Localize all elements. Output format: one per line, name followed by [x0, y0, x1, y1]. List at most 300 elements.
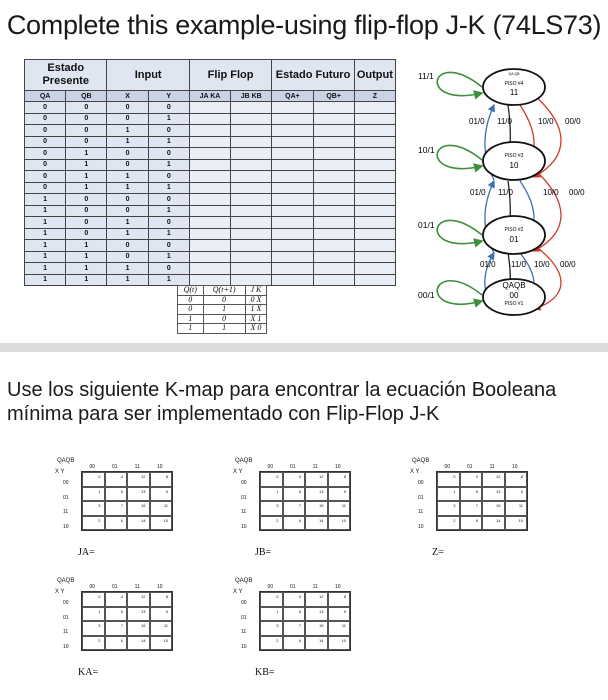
trans-label-1a: 01/0	[469, 117, 485, 126]
kmap-cell[interactable]: 2	[260, 636, 283, 651]
kmap-col-labels	[81, 584, 171, 590]
kmap-cell[interactable]: 6	[283, 516, 306, 531]
jk-row	[178, 305, 267, 315]
table-cell: 1	[25, 251, 66, 263]
kmap-cell[interactable]: 7	[460, 501, 483, 516]
table-row	[25, 263, 396, 275]
empty-answer-cell[interactable]	[313, 113, 354, 125]
header-estado-presente: Estado Presente	[25, 60, 107, 91]
empty-answer-cell[interactable]	[189, 240, 230, 252]
empty-answer-cell[interactable]	[313, 125, 354, 137]
kmap-cell[interactable]: 13	[127, 487, 150, 502]
kmap-cell[interactable]: 13	[127, 607, 150, 622]
table-row	[25, 205, 396, 217]
empty-answer-cell[interactable]	[272, 159, 313, 171]
kmap-cell[interactable]: 1	[437, 487, 460, 502]
kmap-grid	[81, 591, 173, 651]
kmap-row-labels	[241, 596, 247, 654]
trans-label-2c: 10/0	[543, 188, 559, 197]
kmap-row-labels	[418, 476, 424, 534]
kmap-cell[interactable]: 0	[437, 472, 460, 487]
kmap-cell[interactable]: 12	[482, 472, 505, 487]
kmap-cell[interactable]: 1	[82, 607, 105, 622]
table-cell: 0	[107, 240, 148, 252]
kmap-cell[interactable]: 5	[105, 607, 128, 622]
kmap-cell[interactable]: 7	[105, 621, 128, 636]
kmap-cell[interactable]: 14	[127, 636, 150, 651]
table-cell: 0	[148, 171, 189, 183]
table-cell: 1	[25, 217, 66, 229]
table-cell: 1	[107, 125, 148, 137]
jk-cell: 0 X	[245, 295, 266, 305]
table-cell: 0	[107, 205, 148, 217]
kmap-xy-label: X Y	[233, 589, 243, 595]
loop-label-00: 00/1	[418, 290, 435, 300]
empty-answer-cell[interactable]	[272, 182, 313, 194]
table-cell: 0	[25, 136, 66, 148]
empty-answer-cell[interactable]	[231, 171, 272, 183]
jk-cell: 1	[178, 314, 204, 324]
state-11	[483, 69, 545, 105]
svg-text:11: 11	[509, 88, 519, 97]
kmap-col-label: 10	[511, 464, 518, 470]
kmap-qaqb-label: QAQB	[57, 458, 75, 464]
kmap-2	[410, 458, 530, 542]
empty-answer-cell[interactable]	[189, 205, 230, 217]
column-header: Z	[354, 91, 395, 102]
table-cell: 0	[107, 251, 148, 263]
table-row	[25, 113, 396, 125]
empty-answer-cell[interactable]	[313, 217, 354, 229]
kmap-cell[interactable]: 7	[283, 501, 306, 516]
empty-answer-cell[interactable]	[313, 171, 354, 183]
table-cell: 0	[25, 159, 66, 171]
kmap-row-label: 11	[418, 509, 424, 515]
kmap-cell[interactable]: 2	[82, 516, 105, 531]
table-row	[25, 102, 396, 114]
loop-label-10: 10/1	[418, 145, 435, 155]
kmap-cell[interactable]: 8	[328, 472, 351, 487]
kmap-cell[interactable]: 15	[482, 501, 505, 516]
empty-answer-cell[interactable]	[354, 182, 395, 194]
empty-answer-cell[interactable]	[354, 194, 395, 206]
empty-answer-cell[interactable]	[354, 251, 395, 263]
empty-answer-cell[interactable]	[354, 171, 395, 183]
empty-answer-cell[interactable]	[272, 125, 313, 137]
kmap-cell[interactable]: 0	[82, 592, 105, 607]
empty-answer-cell[interactable]	[313, 228, 354, 240]
kmap-cell[interactable]: 9	[150, 487, 173, 502]
empty-answer-cell[interactable]	[354, 228, 395, 240]
kmap-cell[interactable]: 7	[105, 501, 128, 516]
empty-answer-cell[interactable]	[354, 217, 395, 229]
table-cell: 0	[66, 228, 107, 240]
kmap-col-label: 01	[466, 464, 473, 470]
kmap-cell[interactable]: 4	[283, 592, 306, 607]
kmap-col-label: 11	[489, 464, 495, 470]
table-cell: 1	[107, 217, 148, 229]
kmap-cell[interactable]: 7	[283, 621, 306, 636]
table-cell: 1	[107, 171, 148, 183]
kmap-cell[interactable]: 11	[150, 501, 173, 516]
kmap-cell[interactable]: 3	[82, 621, 105, 636]
kmap-row-label: 00	[241, 600, 247, 606]
empty-answer-cell[interactable]	[189, 194, 230, 206]
kmap-qaqb-label: QAQB	[235, 458, 253, 464]
kmap-row-label: 01	[241, 494, 247, 501]
empty-answer-cell[interactable]	[272, 217, 313, 229]
jk-cell: 0	[203, 295, 245, 305]
table-cell: 0	[66, 194, 107, 206]
empty-answer-cell[interactable]	[313, 136, 354, 148]
jk-header-jk: J K	[245, 286, 266, 296]
empty-answer-cell[interactable]	[189, 217, 230, 229]
kmap-cell[interactable]: 9	[328, 607, 351, 622]
kmap-col-label: 00	[89, 464, 96, 470]
table-cell: 1	[148, 251, 189, 263]
empty-answer-cell[interactable]	[189, 228, 230, 240]
kmap-equation-label: KA=	[78, 667, 99, 678]
trans-label-1c: 10/0	[538, 117, 554, 126]
empty-answer-cell[interactable]	[313, 263, 354, 275]
svg-text:01: 01	[509, 235, 519, 244]
kmap-cell[interactable]: 6	[105, 636, 128, 651]
empty-answer-cell[interactable]	[272, 136, 313, 148]
kmap-cell[interactable]: 14	[305, 516, 328, 531]
kmap-row-labels	[241, 476, 247, 534]
table-row	[25, 240, 396, 252]
empty-answer-cell[interactable]	[189, 102, 230, 114]
trans-label-2a: 01/0	[470, 188, 486, 197]
empty-answer-cell[interactable]	[231, 125, 272, 137]
kmap-grid	[436, 471, 528, 531]
empty-answer-cell[interactable]	[272, 205, 313, 217]
table-cell: 0	[25, 125, 66, 137]
kmap-cell[interactable]: 6	[105, 516, 128, 531]
table-row	[25, 136, 396, 148]
kmap-3	[55, 578, 175, 662]
table-cell: 1	[107, 228, 148, 240]
empty-answer-cell[interactable]	[313, 274, 354, 286]
kmap-cell[interactable]: 8	[505, 472, 528, 487]
table-row	[25, 182, 396, 194]
kmap-cell[interactable]: 2	[437, 516, 460, 531]
kmap-equation-label: Z=	[432, 547, 444, 558]
kmap-cell[interactable]: 13	[482, 487, 505, 502]
kmap-row-label: 10	[241, 643, 247, 650]
table-cell: 1	[148, 136, 189, 148]
table-cell: 0	[66, 205, 107, 217]
kmap-instructions: Use los siguiente K-map para encontrar la ecuación Booleana mínima para ser implementado con Flip-Flop J-K	[7, 379, 557, 425]
kmap-row-label: 11	[63, 629, 69, 635]
table-cell: 1	[148, 205, 189, 217]
empty-answer-cell[interactable]	[313, 159, 354, 171]
kmap-row-label: 00	[63, 600, 69, 606]
table-cell: 1	[66, 171, 107, 183]
table-cell: 1	[148, 159, 189, 171]
kmap-cell[interactable]: 8	[150, 472, 173, 487]
kmap-cell[interactable]: 5	[460, 487, 483, 502]
kmap-cell[interactable]: 14	[482, 516, 505, 531]
table-cell: 0	[148, 217, 189, 229]
empty-answer-cell[interactable]	[189, 182, 230, 194]
empty-answer-cell[interactable]	[231, 263, 272, 275]
empty-answer-cell[interactable]	[313, 205, 354, 217]
empty-answer-cell[interactable]	[313, 182, 354, 194]
self-loop-11	[437, 72, 482, 95]
kmap-cell[interactable]: 1	[260, 487, 283, 502]
kmap-col-label: 00	[267, 584, 274, 590]
table-cell: 0	[148, 125, 189, 137]
empty-answer-cell[interactable]	[313, 148, 354, 160]
kmap-cell[interactable]: 10	[150, 636, 173, 651]
kmap-cell[interactable]: 1	[260, 607, 283, 622]
kmap-cell[interactable]: 11	[328, 621, 351, 636]
kmap-cell[interactable]: 4	[105, 592, 128, 607]
empty-answer-cell[interactable]	[231, 159, 272, 171]
table-cell: 1	[66, 182, 107, 194]
kmap-row-label: 11	[241, 509, 247, 515]
kmap-cell[interactable]: 2	[260, 516, 283, 531]
kmap-xy-label: X Y	[55, 469, 65, 475]
empty-answer-cell[interactable]	[272, 148, 313, 160]
empty-answer-cell[interactable]	[313, 102, 354, 114]
empty-answer-cell[interactable]	[189, 171, 230, 183]
jk-cell: 1 X	[245, 305, 266, 315]
kmap-cell[interactable]: 9	[505, 487, 528, 502]
kmap-col-label: 01	[111, 464, 118, 470]
kmap-cell[interactable]: 10	[328, 516, 351, 531]
table-row	[25, 228, 396, 240]
trans-label-3a: 01/0	[480, 260, 496, 269]
jk-row	[178, 324, 267, 334]
svg-text:PISO #4: PISO #4	[504, 81, 524, 87]
empty-answer-cell[interactable]	[313, 240, 354, 252]
kmap-row-label: 00	[63, 480, 69, 486]
kmap-cell[interactable]: 0	[82, 472, 105, 487]
kmap-cell[interactable]: 3	[260, 501, 283, 516]
state-10	[483, 142, 545, 180]
empty-answer-cell[interactable]	[272, 102, 313, 114]
empty-answer-cell[interactable]	[231, 228, 272, 240]
kmap-cell[interactable]: 12	[127, 592, 150, 607]
self-loop-01	[437, 220, 482, 243]
table-cell: 1	[25, 274, 66, 286]
trans-label-1b: 11/0	[497, 117, 512, 126]
empty-answer-cell[interactable]	[231, 217, 272, 229]
kmap-cell[interactable]: 2	[82, 636, 105, 651]
kmap-cell[interactable]: 0	[260, 592, 283, 607]
empty-answer-cell[interactable]	[189, 136, 230, 148]
kmap-row-label: 01	[63, 614, 69, 621]
empty-answer-cell[interactable]	[354, 125, 395, 137]
kmap-cell[interactable]: 4	[460, 472, 483, 487]
kmap-row-label: 11	[63, 509, 69, 515]
kmap-cell[interactable]: 13	[305, 487, 328, 502]
kmap-cell[interactable]: 11	[505, 501, 528, 516]
loop-label-01: 01/1	[418, 220, 435, 230]
kmap-cell[interactable]: 14	[305, 636, 328, 651]
kmap-cell[interactable]: 6	[283, 636, 306, 651]
empty-answer-cell[interactable]	[354, 263, 395, 275]
empty-answer-cell[interactable]	[354, 148, 395, 160]
table-cell: 0	[25, 148, 66, 160]
table-cell: 0	[107, 113, 148, 125]
kmap-col-label: 11	[312, 464, 318, 470]
empty-answer-cell[interactable]	[231, 136, 272, 148]
kmap-cell[interactable]: 0	[260, 472, 283, 487]
table-cell: 0	[66, 113, 107, 125]
empty-answer-cell[interactable]	[272, 194, 313, 206]
empty-answer-cell[interactable]	[313, 251, 354, 263]
table-cell: 0	[148, 148, 189, 160]
trans-label-2d: 00/0	[569, 188, 585, 197]
empty-answer-cell[interactable]	[354, 136, 395, 148]
kmap-col-label: 10	[334, 584, 341, 590]
kmap-row-label: 01	[63, 494, 69, 501]
header-estado-futuro: Estado Futuro	[272, 60, 354, 91]
column-header: X	[107, 91, 148, 102]
empty-answer-cell[interactable]	[189, 148, 230, 160]
empty-answer-cell[interactable]	[231, 274, 272, 286]
kmap-cell[interactable]: 11	[150, 621, 173, 636]
kmap-cell[interactable]: 8	[150, 592, 173, 607]
empty-answer-cell[interactable]	[231, 194, 272, 206]
kmap-cell[interactable]: 11	[328, 501, 351, 516]
table-cell: 1	[107, 274, 148, 286]
kmap-cell[interactable]: 3	[82, 501, 105, 516]
empty-answer-cell[interactable]	[313, 194, 354, 206]
svg-text:PISO #2: PISO #2	[504, 227, 524, 233]
empty-answer-cell[interactable]	[189, 113, 230, 125]
section-divider	[0, 343, 608, 352]
empty-answer-cell[interactable]	[354, 274, 395, 286]
empty-answer-cell[interactable]	[189, 159, 230, 171]
table-row	[25, 171, 396, 183]
empty-answer-cell[interactable]	[272, 263, 313, 275]
kmap-cell[interactable]: 3	[260, 621, 283, 636]
self-loop-10	[437, 145, 482, 168]
kmap-cell[interactable]: 10	[328, 636, 351, 651]
kmap-cell[interactable]: 13	[305, 607, 328, 622]
kmap-cell[interactable]: 6	[460, 516, 483, 531]
empty-answer-cell[interactable]	[231, 251, 272, 263]
empty-answer-cell[interactable]	[272, 240, 313, 252]
kmap-col-label: 00	[89, 584, 96, 590]
empty-answer-cell[interactable]	[272, 274, 313, 286]
empty-answer-cell[interactable]	[354, 113, 395, 125]
jk-cell: 1	[203, 305, 245, 315]
table-cell: 1	[148, 274, 189, 286]
kmap-cell[interactable]: 9	[150, 607, 173, 622]
kmap-cell[interactable]: 15	[305, 501, 328, 516]
kmap-col-label: 00	[444, 464, 451, 470]
kmap-row-label: 10	[63, 643, 69, 650]
kmap-cell[interactable]: 15	[127, 621, 150, 636]
kmap-cell[interactable]: 12	[305, 472, 328, 487]
trans-label-1d: 00/0	[565, 117, 581, 126]
jk-cell: 0	[178, 305, 204, 315]
kmap-xy-label: X Y	[410, 469, 420, 475]
kmap-cell[interactable]: 5	[105, 487, 128, 502]
empty-answer-cell[interactable]	[272, 113, 313, 125]
jk-row	[178, 295, 267, 305]
svg-text:QA QB: QA QB	[508, 72, 520, 76]
empty-answer-cell[interactable]	[354, 240, 395, 252]
kmap-cell[interactable]: 12	[305, 592, 328, 607]
empty-answer-cell[interactable]	[272, 171, 313, 183]
empty-answer-cell[interactable]	[272, 228, 313, 240]
empty-answer-cell[interactable]	[231, 148, 272, 160]
table-cell: 0	[66, 217, 107, 229]
empty-answer-cell[interactable]	[231, 182, 272, 194]
empty-answer-cell[interactable]	[231, 113, 272, 125]
kmap-cell[interactable]: 8	[328, 592, 351, 607]
jk-cell: 0	[203, 314, 245, 324]
kmap-col-label: 00	[267, 464, 274, 470]
kmap-xy-label: X Y	[233, 469, 243, 475]
kmap-col-labels	[259, 584, 349, 590]
kmap-cell[interactable]: 5	[283, 487, 306, 502]
empty-answer-cell[interactable]	[189, 125, 230, 137]
column-header: JB KB	[231, 91, 272, 102]
empty-answer-cell[interactable]	[354, 159, 395, 171]
kmap-col-label: 11	[134, 584, 140, 590]
table-row	[25, 148, 396, 160]
empty-answer-cell[interactable]	[231, 240, 272, 252]
kmap-cell[interactable]: 5	[283, 607, 306, 622]
table-cell: 0	[66, 125, 107, 137]
kmap-row-labels	[63, 476, 69, 534]
kmap-cell[interactable]: 1	[82, 487, 105, 502]
table-cell: 1	[25, 194, 66, 206]
table-cell: 0	[107, 102, 148, 114]
kmap-col-label: 11	[312, 584, 318, 590]
loop-label-11: 11/1	[418, 71, 434, 81]
jk-cell: X 0	[245, 324, 266, 334]
empty-answer-cell[interactable]	[189, 263, 230, 275]
kmap-col-label: 11	[134, 464, 140, 470]
truth-table	[24, 59, 396, 286]
kmap-col-label: 10	[156, 584, 163, 590]
empty-answer-cell[interactable]	[354, 102, 395, 114]
table-cell: 1	[66, 251, 107, 263]
kmap-cell[interactable]: 10	[505, 516, 528, 531]
kmap-row-label: 01	[418, 494, 424, 501]
empty-answer-cell[interactable]	[272, 251, 313, 263]
column-header: Y	[148, 91, 189, 102]
kmap-cell[interactable]: 3	[437, 501, 460, 516]
table-cell: 0	[148, 240, 189, 252]
table-cell: 1	[25, 228, 66, 240]
kmap-cell[interactable]: 4	[105, 472, 128, 487]
empty-answer-cell[interactable]	[231, 205, 272, 217]
svg-text:PISO #1: PISO #1	[504, 301, 524, 307]
empty-answer-cell[interactable]	[189, 274, 230, 286]
header-input: Input	[107, 60, 189, 91]
empty-answer-cell[interactable]	[354, 205, 395, 217]
kmap-cell[interactable]: 4	[283, 472, 306, 487]
kmap-cell[interactable]: 15	[127, 501, 150, 516]
kmap-cell[interactable]: 12	[127, 472, 150, 487]
header-flip-flop: Flip Flop	[189, 60, 271, 91]
kmap-cell[interactable]: 14	[127, 516, 150, 531]
empty-answer-cell[interactable]	[189, 251, 230, 263]
kmap-cell[interactable]: 15	[305, 621, 328, 636]
empty-answer-cell[interactable]	[231, 102, 272, 114]
kmap-cell[interactable]: 10	[150, 516, 173, 531]
kmap-cell[interactable]: 9	[328, 487, 351, 502]
